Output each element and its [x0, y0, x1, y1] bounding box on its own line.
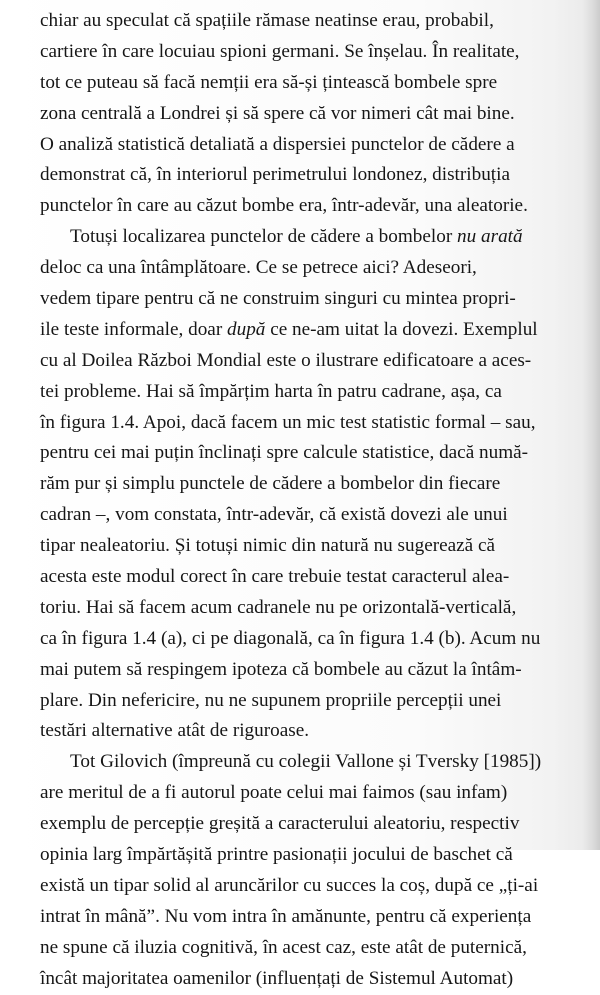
line-text: punctelor în care au căzut bombe era, într-adevăr, una aleatorie. [40, 195, 528, 217]
text-line [40, 191, 562, 222]
line-text: O analiză statistică detaliată a dispersiei punctelor de cădere a [40, 133, 515, 155]
line-text: cadran –, vom constata, într-adevăr, că există dovezi ale unui [40, 504, 508, 526]
text-line [40, 130, 562, 161]
line-text: tei probleme. Hai să împărțim harta în patru cadrane, așa, ca [40, 380, 502, 402]
line-text: în figura 1.4. Apoi, dacă facem un mic test statistic formal – sau, [40, 411, 536, 433]
line-text: ce ne-am uitat la dovezi. Exemplul [265, 318, 538, 340]
text-line [40, 68, 562, 99]
line-text: plare. Din nefericire, nu ne supunem propriile percepții unei [40, 689, 502, 711]
text-line [40, 840, 562, 871]
text-line [40, 6, 562, 37]
line-text: chiar au speculat că spațiile rămase neatinse erau, probabil, [40, 10, 494, 31]
text-line [40, 562, 562, 593]
line-text: ca în figura 1.4 (a), ci pe diagonală, ca în figura 1.4 (b). Acum nu [40, 627, 541, 649]
text-line [40, 624, 562, 655]
line-text: răm pur și simplu punctele de cădere a bombelor din fiecare [40, 473, 501, 495]
text-line [40, 871, 562, 902]
emphasis-text: nu arată [457, 226, 523, 248]
text-line [40, 686, 562, 717]
line-text: mai putem să respingem ipoteza că bombele au căzut la întâm- [40, 658, 522, 680]
text-line [40, 933, 562, 964]
line-text: opinia larg împărtășită printre pasionații jocului de baschet că [40, 844, 513, 866]
line-text: exemplu de percepție greșită a caracterului aleatoriu, respectiv [40, 813, 520, 835]
text-line [40, 37, 562, 68]
text-line [40, 160, 562, 191]
text-line [40, 377, 562, 408]
line-text: zona centrală a Londrei și să spere că vor nimeri cât mai bine. [40, 102, 515, 124]
line-text: există un tipar solid al aruncărilor cu succes la coș, după ce „ți-ai [40, 874, 539, 896]
line-text: vedem tipare pentru că ne construim singuri cu mintea propri- [40, 288, 516, 310]
line-text: cu al Doilea Război Mondial este o ilustrare edificatoare a aces- [40, 349, 532, 371]
text-line [40, 747, 562, 778]
line-text: intrat în mână”. Nu vom intra în amănunte, pentru că experiența [40, 905, 532, 927]
line-text: cartiere în care locuiau spioni germani. Se înșelau. În realitate, [40, 40, 520, 62]
text-line [40, 809, 562, 840]
text-line [40, 346, 562, 377]
text-line [40, 284, 562, 315]
text-line [40, 253, 562, 284]
text-line [40, 99, 562, 130]
text-line [40, 655, 562, 686]
line-text: deloc ca una întâmplătoare. Ce se petrece aici? Adeseori, [40, 257, 477, 279]
paragraph [40, 222, 562, 747]
line-text: Tot Gilovich (împreună cu colegii Vallone și Tversky [1985]) [70, 751, 542, 773]
line-text: tipar nealeatoriu. Și totuși nimic din natură nu sugerează că [40, 535, 496, 557]
line-text: Totuși localizarea punctelor de cădere a bombelor [70, 226, 458, 248]
line-text: toriu. Hai să facem acum cadranele nu pe orizontală-verticală, [40, 596, 517, 618]
line-text: testări alternative atât de riguroase. [40, 720, 310, 742]
paragraph [40, 747, 562, 994]
text-line [40, 408, 562, 439]
line-text: pentru cei mai puțin înclinați spre calcule statistice, dacă numă- [40, 442, 529, 464]
line-text: demonstrat că, în interiorul perimetrului londonez, distribuția [40, 164, 510, 186]
text-line [40, 902, 562, 933]
line-text: tot ce puteau să facă nemții era să-și țintească bombele spre [40, 71, 498, 93]
text-line [40, 500, 562, 531]
body-text [40, 6, 562, 995]
text-line [40, 964, 562, 995]
text-line [40, 531, 562, 562]
text-line [40, 315, 562, 346]
line-text: ne spune că iluzia cognitivă, în acest caz, este atât de puternică, [40, 936, 527, 958]
emphasis-text: după [227, 318, 266, 340]
line-text: ile teste informale, doar [40, 318, 228, 340]
text-line [40, 438, 562, 469]
text-line [40, 469, 562, 500]
text-line [40, 222, 562, 253]
text-line [40, 778, 562, 809]
line-text: încât majoritatea oamenilor (influențați de Sistemul Automat) [40, 967, 514, 989]
text-line [40, 716, 562, 747]
text-line [40, 593, 562, 624]
line-text: acesta este modul corect în care trebuie testat caracterul alea- [40, 566, 510, 588]
line-text: are meritul de a fi autorul poate celui mai faimos (sau infam) [40, 782, 508, 804]
paragraph [40, 6, 562, 222]
